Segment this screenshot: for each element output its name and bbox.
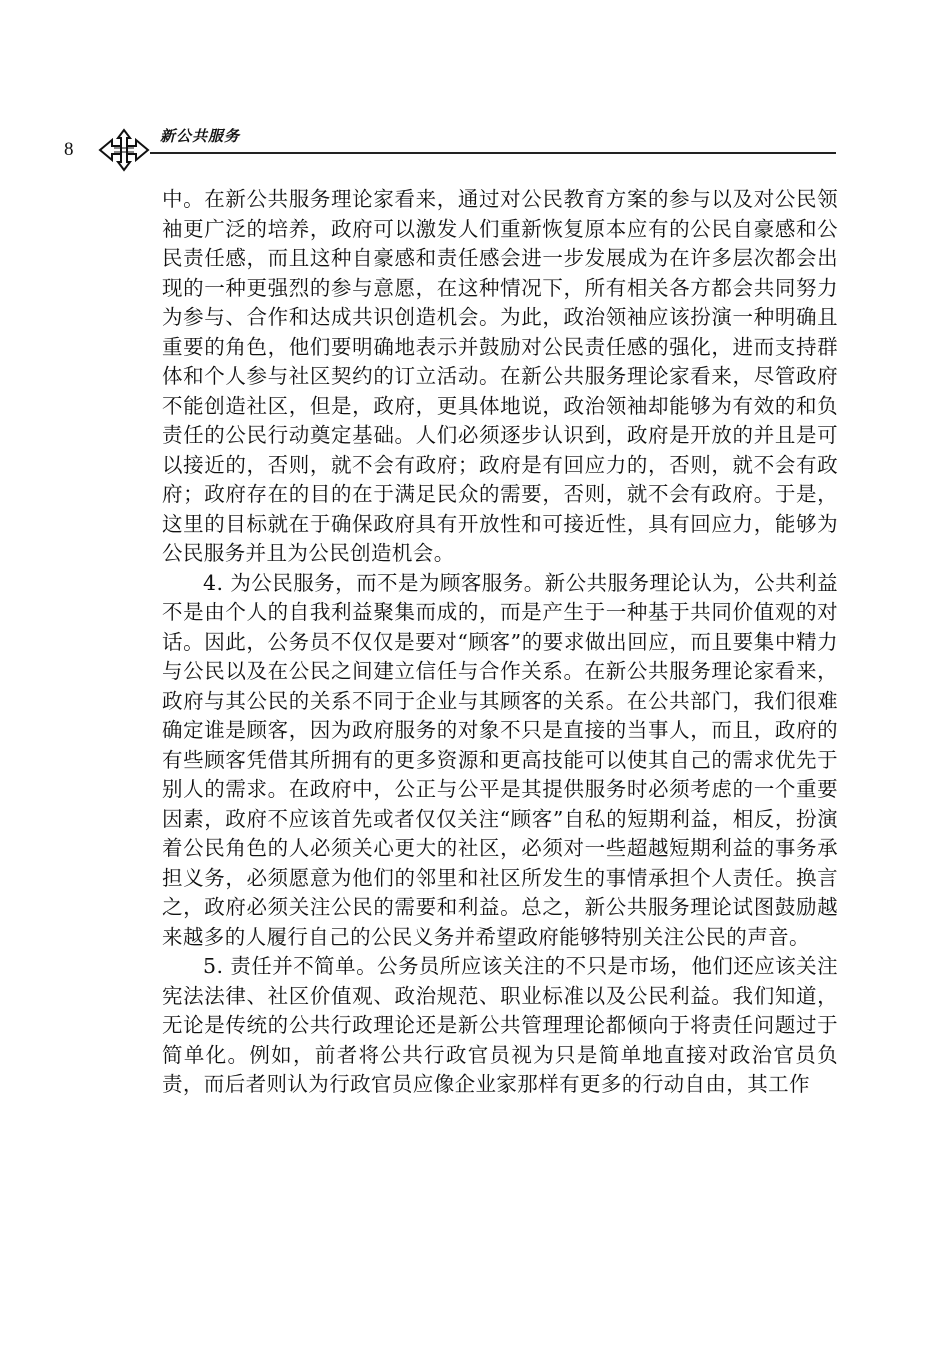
paragraph-1: 中。在新公共服务理论家看来，通过对公民教育方案的参与以及对公民领袖更广泛的培养，政府可以激发人们重新恢复原本应有的公民自豪感和公民责任感，而且这种自豪感和责任感会进一步发展成为在许多层次都会出现的一种更强烈的参与意愿，在这种情况下，所有相关各方都会共同努力为参与、合作和达成共识创造机会。为此，政治领袖应该扮演一种明确且重要的角色，他们要明确地表示并鼓励对公民责任感的强化，进而支持群体和个人参与社区契约的订立活动。在新公共服务理论家看来，尽管政府不能创造社区，但是，政府，更具体地说，政治领袖却能够为有效的和负责任的公民行动奠定基础。人们必须逐步认识到，政府是开放的并且是可以接近的，否则，就不会有政府；政府是有回应力的，否则，就不会有政府；政府存在的目的在于满足民众的需要，否则，就不会有政府。于是，这里的目标就在于确保政府具有开放性和可接近性，具有回应力，能够为公民服务并且为公民创造机会。	[162, 187, 838, 565]
header-rule	[150, 152, 836, 154]
running-header	[0, 0, 951, 180]
body-text	[162, 185, 838, 1100]
paragraph-2: 4. 为公民服务，而不是为顾客服务。新公共服务理论认为，公共利益不是由个人的自我利益聚集而成的，而是产生于一种基于共同价值观的对话。因此，公务员不仅仅是要对“顾客”的要求做出回应，而且要集中精力与公民以及在公民之间建立信任与合作关系。在新公共服务理论家看来，政府与其公民的关系不同于企业与其顾客的关系。在公共部门，我们很难确定谁是顾客，因为政府服务的对象不只是直接的当事人，而且，政府的有些顾客凭借其所拥有的更多资源和更高技能可以使其自己的需求优先于别人的需求。在政府中，公正与公平是其提供服务时必须考虑的一个重要因素，政府不应该首先或者仅仅关注“顾客”自私的短期利益，相反，扮演着公民角色的人必须关心更大的社区，必须对一些超越短期利益的事务承担义务，必须愿意为他们的邻里和社区所发生的事情承担个人责任。换言之，政府必须关注公民的需要和利益。总之，新公共服务理论试图鼓励越来越多的人履行自己的公民义务并希望政府能够特别关注公民的声音。	[162, 570, 838, 949]
paragraph-3: 5. 责任并不简单。公务员所应该关注的不只是市场，他们还应该关注宪法法律、社区价值观、政治规范、职业标准以及公民利益。我们知道，无论是传统的公共行政理论还是新公共管理理论都倾向于将责任问题过于简单化。例如，前者将公共行政官员视为只是简单地直接对政治官员负责，而后者则认为行政官员应像企业家那样有更多的行动自由，其工作	[162, 954, 838, 1096]
double-arrow-ornament-icon	[96, 126, 152, 174]
running-title: 新公共服务	[160, 127, 241, 145]
page-number: 8	[64, 139, 74, 160]
